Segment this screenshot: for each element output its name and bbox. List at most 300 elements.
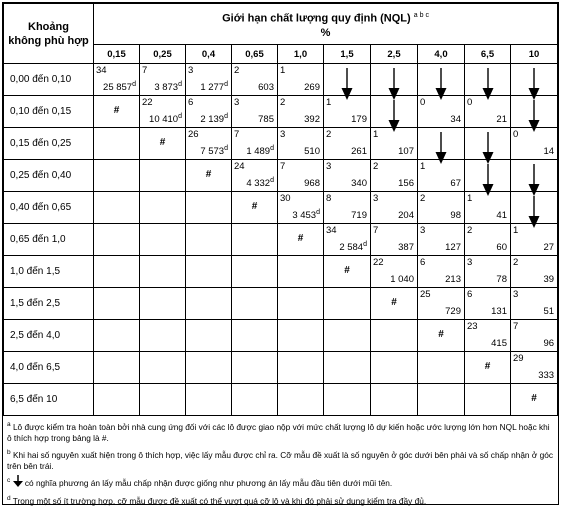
column-header-nql: 6,5 [465, 45, 511, 64]
sampling-plan-cell [418, 192, 465, 224]
table-row [4, 64, 558, 96]
sample-size [103, 81, 136, 93]
row-label-nonconformity-range: 4,0 đến 6,5 [4, 352, 94, 384]
column-header-nql: 4,0 [418, 45, 465, 64]
empty-cell [140, 320, 186, 352]
hash-mark: # [159, 137, 166, 148]
sampling-plan-cell [511, 128, 558, 160]
hash-mark: # [484, 361, 491, 372]
arrow-cell [465, 128, 511, 160]
header-nql-title [94, 4, 558, 45]
sampling-plan-cell [232, 64, 278, 96]
acceptance-number: 1 [373, 129, 379, 140]
sample-size-value: 415 [491, 338, 507, 349]
sampling-plan-cell [511, 224, 558, 256]
sampling-plan-cell [511, 288, 558, 320]
empty-cell [371, 320, 418, 352]
table-row [4, 160, 558, 192]
sample-size [258, 82, 274, 93]
empty-cell [94, 384, 140, 416]
acceptance-number: 3 [234, 97, 240, 108]
sample-size-value: 21 [496, 114, 507, 125]
footnote-c: $^c$ có nghĩa phương án lấy mẫu chấp nhận được giống như phương án lấy mẫu đầu tiên dưới mũi tên. [7, 475, 554, 491]
sampling-plan-cell [278, 64, 324, 96]
sampling-plan-cell [186, 96, 232, 128]
sample-size [450, 178, 461, 189]
empty-cell [94, 352, 140, 384]
sample-size [491, 306, 507, 317]
acceptance-number: 1 [280, 65, 286, 76]
sample-size-value: 968 [304, 178, 320, 189]
sampling-plan-cell [324, 160, 371, 192]
acceptance-number: 0 [420, 97, 426, 108]
sample-size-value: 96 [543, 338, 555, 349]
empty-cell [94, 160, 140, 192]
column-header-nql: 0,65 [232, 45, 278, 64]
acceptance-number: 24 [234, 161, 245, 172]
arrow-cell [324, 64, 371, 96]
acceptance-number: 1 [513, 225, 519, 236]
column-header-nql: 1,5 [324, 45, 371, 64]
acceptance-number: 6 [467, 289, 473, 300]
table-row [4, 96, 558, 128]
sample-size [496, 114, 507, 125]
arrow-cell [418, 64, 465, 96]
sampling-plan-cell [465, 288, 511, 320]
sample-size [351, 114, 367, 125]
column-header-nql: 0,15 [94, 45, 140, 64]
full-inspection-cell [278, 224, 324, 256]
empty-cell [186, 352, 232, 384]
footnotes [3, 416, 558, 507]
sample-size [450, 210, 461, 221]
sample-size-value: 156 [398, 178, 414, 189]
hash-mark: # [205, 169, 212, 180]
full-inspection-cell [511, 384, 558, 416]
empty-cell [232, 384, 278, 416]
sample-size [154, 81, 182, 93]
sampling-plan-cell [371, 256, 418, 288]
footnote-d-mark: d [178, 80, 182, 88]
acceptance-number: 7 [513, 321, 519, 332]
row-label-nonconformity-range: 0,40 đến 0,65 [4, 192, 94, 224]
column-header-nql: 2,5 [371, 45, 418, 64]
acceptance-number: 2 [234, 65, 240, 76]
sample-size [496, 210, 507, 221]
empty-cell [418, 384, 465, 416]
empty-cell [186, 288, 232, 320]
acceptance-number: 0 [467, 97, 473, 108]
footnote-d: $^d$ Trong một số ít trường hợp, cỡ mẫu được đề xuất có thể vượt quá cỡ lô và khi đó phải sử dụng kiểm tra đầy đủ. [7, 494, 427, 506]
hash-mark: # [251, 201, 258, 212]
empty-cell [186, 256, 232, 288]
sampling-plan-cell [511, 320, 558, 352]
acceptance-number: 0 [513, 129, 519, 140]
empty-cell [324, 384, 371, 416]
column-header-nql: 0,4 [186, 45, 232, 64]
acceptance-number: 6 [420, 257, 426, 268]
table-row [4, 320, 558, 352]
arrow-cell [465, 64, 511, 96]
empty-cell [232, 352, 278, 384]
empty-cell [278, 256, 324, 288]
acceptance-number: 2 [326, 129, 332, 140]
sample-size [304, 82, 320, 93]
sample-size-value: 2 139 [200, 114, 225, 125]
empty-cell [278, 320, 324, 352]
empty-cell [140, 160, 186, 192]
acceptance-number: 2 [420, 193, 426, 204]
column-header-nql: 10 [511, 45, 558, 64]
sample-size [538, 370, 554, 381]
empty-cell [324, 320, 371, 352]
sample-size [543, 274, 554, 285]
arrow-cell [371, 96, 418, 128]
acceptance-number: 2 [280, 97, 286, 108]
full-inspection-cell [465, 352, 511, 384]
sample-size [543, 242, 554, 253]
empty-cell [94, 320, 140, 352]
sample-size-value: 719 [351, 210, 367, 221]
footnote-d-mark: d [363, 240, 367, 248]
hash-mark: # [391, 297, 397, 308]
sample-size-value: 2 584 [339, 242, 364, 253]
sample-size [200, 81, 228, 93]
sample-size [149, 113, 182, 125]
sampling-plan-cell [278, 128, 324, 160]
arrow-cell [418, 128, 465, 160]
empty-cell [324, 288, 371, 320]
sample-size-value: 387 [398, 242, 414, 253]
sample-size-value: 98 [450, 210, 461, 221]
acceptance-number: 3 [280, 129, 286, 140]
empty-cell [371, 384, 418, 416]
empty-cell [94, 128, 140, 160]
sample-size-value: 7 573 [200, 146, 225, 157]
hash-mark: # [297, 233, 304, 244]
sampling-plan-cell [465, 96, 511, 128]
sample-size-value: 14 [543, 146, 555, 157]
acceptance-number: 3 [326, 161, 332, 172]
sample-size [445, 306, 461, 317]
arrow-cell [511, 96, 558, 128]
row-label-nonconformity-range: 1,5 đến 2,5 [4, 288, 94, 320]
header-left-line2: không phù hợp [8, 34, 89, 47]
empty-cell [278, 384, 324, 416]
sample-size [491, 338, 507, 349]
sampling-plan-cell [278, 96, 324, 128]
empty-cell [465, 384, 511, 416]
acceptance-number: 34 [96, 65, 107, 76]
nql-sampling-table [3, 3, 558, 416]
acceptance-number: 1 [420, 161, 426, 172]
empty-cell [232, 256, 278, 288]
acceptance-number: 7 [280, 161, 286, 172]
sample-size-value: 340 [351, 178, 367, 189]
sample-size [543, 306, 554, 317]
acceptance-number: 30 [280, 193, 291, 204]
acceptance-number: 3 [373, 193, 379, 204]
sample-size-value: 392 [304, 114, 320, 125]
footnote-a: $^a$ Lô được kiểm tra hoàn toàn bởi nhà cung ứng đối với các lô được giao nộp với mức chất lượng lô dự kiến hoặc ước lượng lớn hơn NQL hoặc khi ô thích hợp trong bảng là #. [7, 421, 550, 444]
footnote-d-mark: d [316, 208, 320, 216]
sample-size-value: 107 [398, 146, 414, 157]
arrow-cell [511, 160, 558, 192]
sample-size [304, 114, 320, 125]
table-row [4, 128, 558, 160]
sample-size [398, 146, 414, 157]
full-inspection-cell [140, 128, 186, 160]
sample-size-value: 3 873 [154, 82, 179, 93]
sample-size-value: 785 [258, 114, 274, 125]
full-inspection-cell [324, 256, 371, 288]
full-inspection-cell [94, 96, 140, 128]
acceptance-number: 2 [513, 257, 519, 268]
sampling-plan-cell [232, 96, 278, 128]
sample-size [339, 241, 367, 253]
acceptance-number: 1 [326, 97, 332, 108]
sample-size-value: 4 332 [246, 178, 271, 189]
acceptance-number: 25 [420, 289, 431, 300]
nql-sampling-table-frame [2, 2, 559, 505]
sampling-plan-cell [465, 224, 511, 256]
sampling-plan-cell [371, 192, 418, 224]
footnote-d-mark: d [270, 144, 274, 152]
sample-size-value: 39 [543, 274, 555, 285]
column-header-nql: 0,25 [140, 45, 186, 64]
sample-size [450, 114, 461, 125]
sample-size-value: 729 [445, 306, 461, 317]
empty-cell [232, 320, 278, 352]
sample-size-value: 1 489 [246, 146, 271, 157]
empty-cell [278, 352, 324, 384]
header-nonconformity-range [4, 4, 94, 64]
full-inspection-cell [418, 320, 465, 352]
sampling-plan-cell [418, 160, 465, 192]
arrow-cell [371, 64, 418, 96]
arrow-cell [511, 192, 558, 224]
empty-cell [418, 352, 465, 384]
sampling-plan-cell [511, 256, 558, 288]
sample-size-value: 3 453 [292, 210, 317, 221]
arrow-cell [465, 160, 511, 192]
acceptance-number: 7 [234, 129, 240, 140]
sampling-plan-cell [232, 128, 278, 160]
sample-size-value: 27 [543, 242, 555, 253]
sample-size [445, 242, 461, 253]
sampling-plan-cell [140, 64, 186, 96]
row-label-nonconformity-range: 0,00 đến 0,10 [4, 64, 94, 96]
sample-size-value: 213 [445, 274, 461, 285]
acceptance-number: 7 [142, 65, 148, 76]
row-label-nonconformity-range: 0,10 đến 0,15 [4, 96, 94, 128]
empty-cell [186, 384, 232, 416]
empty-cell [94, 288, 140, 320]
sampling-plan-cell [186, 128, 232, 160]
sampling-plan-cell [465, 192, 511, 224]
sample-size [200, 145, 228, 157]
sampling-plan-cell [186, 64, 232, 96]
hash-mark: # [344, 265, 350, 276]
sample-size [496, 274, 507, 285]
empty-cell [94, 224, 140, 256]
row-label-nonconformity-range: 2,5 đến 4,0 [4, 320, 94, 352]
table-row [4, 192, 558, 224]
acceptance-number: 22 [373, 257, 384, 268]
sampling-plan-cell [418, 224, 465, 256]
sample-size [292, 209, 320, 221]
empty-cell [278, 288, 324, 320]
sampling-plan-cell [418, 96, 465, 128]
acceptance-number: 22 [142, 97, 153, 108]
sampling-plan-cell [232, 160, 278, 192]
sample-size [351, 210, 367, 221]
acceptance-number: 3 [513, 289, 519, 300]
acceptance-number: 3 [467, 257, 473, 268]
nql-title-footnote-marks: a b c [413, 12, 429, 19]
sample-size-value: 67 [450, 178, 461, 189]
footnote-d-mark: d [178, 112, 182, 120]
sample-size-value: 179 [351, 114, 367, 125]
empty-cell [140, 352, 186, 384]
footnote-d-mark: d [224, 80, 228, 88]
full-inspection-cell [232, 192, 278, 224]
sample-size-value: 269 [304, 82, 320, 93]
hash-mark: # [531, 393, 537, 404]
sample-size-value: 10 410 [149, 114, 179, 125]
sample-size-value: 25 857 [103, 82, 133, 93]
sample-size-value: 1 040 [390, 274, 414, 285]
sample-size-value: 204 [398, 210, 414, 221]
sample-size [246, 145, 274, 157]
full-inspection-cell [186, 160, 232, 192]
sample-size-value: 34 [450, 114, 461, 125]
sample-size [398, 178, 414, 189]
row-label-nonconformity-range: 6,5 đến 10 [4, 384, 94, 416]
footnote-d-mark: d [270, 176, 274, 184]
acceptance-number: 26 [188, 129, 199, 140]
empty-cell [186, 224, 232, 256]
sample-size [496, 242, 507, 253]
sampling-plan-cell [324, 224, 371, 256]
sample-size-value: 60 [496, 242, 507, 253]
acceptance-number: 2 [373, 161, 379, 172]
footnote-d-mark: d [224, 112, 228, 120]
sampling-plan-cell [278, 192, 324, 224]
empty-cell [94, 256, 140, 288]
arrow-cell [511, 64, 558, 96]
empty-cell [324, 352, 371, 384]
acceptance-number: 2 [467, 225, 473, 236]
sample-size [390, 274, 414, 285]
empty-cell [140, 224, 186, 256]
acceptance-number: 7 [373, 225, 379, 236]
sampling-plan-cell [371, 224, 418, 256]
sampling-plan-cell [324, 128, 371, 160]
empty-cell [232, 224, 278, 256]
footnote-b: $^b$ Khi hai số nguyên xuất hiện trong ô thích hợp, việc lấy mẫu được chỉ ra. Cỡ mẫu đề xuất là số nguyên ở góc dưới bên phải và số chấp nhận ở góc trên bên trái. [7, 448, 553, 472]
sample-size [398, 242, 414, 253]
table-row [4, 256, 558, 288]
sample-size [543, 146, 554, 157]
hash-mark: # [113, 105, 120, 116]
acceptance-number: 6 [188, 97, 194, 108]
row-label-nonconformity-range: 0,25 đến 0,40 [4, 160, 94, 192]
down-arrow-icon [13, 475, 23, 491]
header-left-line1: Khoảng [28, 20, 69, 33]
sample-size-value: 78 [496, 274, 507, 285]
acceptance-number: 23 [467, 321, 478, 332]
acceptance-number: 8 [326, 193, 332, 204]
hash-mark: # [438, 329, 444, 340]
sample-size-value: 510 [304, 146, 320, 157]
sample-size [258, 114, 274, 125]
sample-size [304, 146, 320, 157]
sample-size-value: 41 [496, 210, 507, 221]
column-header-nql: 1,0 [278, 45, 324, 64]
sampling-plan-cell [465, 256, 511, 288]
sampling-plan-cell [418, 288, 465, 320]
acceptance-number: 29 [513, 353, 524, 364]
sampling-plan-cell [371, 160, 418, 192]
empty-cell [140, 192, 186, 224]
empty-cell [140, 384, 186, 416]
footnote-d-mark: d [132, 80, 136, 88]
nql-unit: % [320, 26, 331, 39]
sample-size [246, 177, 274, 189]
empty-cell [186, 320, 232, 352]
sample-size-value: 603 [258, 82, 274, 93]
empty-cell [140, 288, 186, 320]
sampling-plan-cell [278, 160, 324, 192]
acceptance-number: 3 [188, 65, 194, 76]
sampling-plan-cell [324, 96, 371, 128]
sampling-plan-cell [324, 192, 371, 224]
nql-title-text: Giới hạn chất lượng quy định (NQL) [222, 12, 411, 25]
row-label-nonconformity-range: 0,15 đến 0,25 [4, 128, 94, 160]
row-label-nonconformity-range: 1,0 đến 1,5 [4, 256, 94, 288]
sampling-plan-cell [371, 128, 418, 160]
sample-size [304, 178, 320, 189]
table-row [4, 224, 558, 256]
sample-size-value: 51 [543, 306, 555, 317]
acceptance-number: 1 [467, 193, 473, 204]
sample-size [543, 338, 554, 349]
sample-size-value: 131 [491, 306, 507, 317]
sampling-plan-cell [465, 320, 511, 352]
empty-cell [94, 192, 140, 224]
table-row [4, 352, 558, 384]
table-row [4, 384, 558, 416]
sample-size-value: 127 [445, 242, 461, 253]
sampling-plan-cell [418, 256, 465, 288]
acceptance-number: 3 [420, 225, 426, 236]
footnote-d-mark: d [224, 144, 228, 152]
empty-cell [140, 256, 186, 288]
sample-size [445, 274, 461, 285]
sampling-plan-cell [140, 96, 186, 128]
sample-size [200, 113, 228, 125]
sample-size-value: 333 [538, 370, 555, 381]
row-label-nonconformity-range: 0,65 đến 1,0 [4, 224, 94, 256]
empty-cell [371, 352, 418, 384]
sample-size [351, 178, 367, 189]
sampling-plan-cell [94, 64, 140, 96]
empty-cell [232, 288, 278, 320]
table-row [4, 288, 558, 320]
empty-cell [186, 192, 232, 224]
acceptance-number: 34 [326, 225, 337, 236]
